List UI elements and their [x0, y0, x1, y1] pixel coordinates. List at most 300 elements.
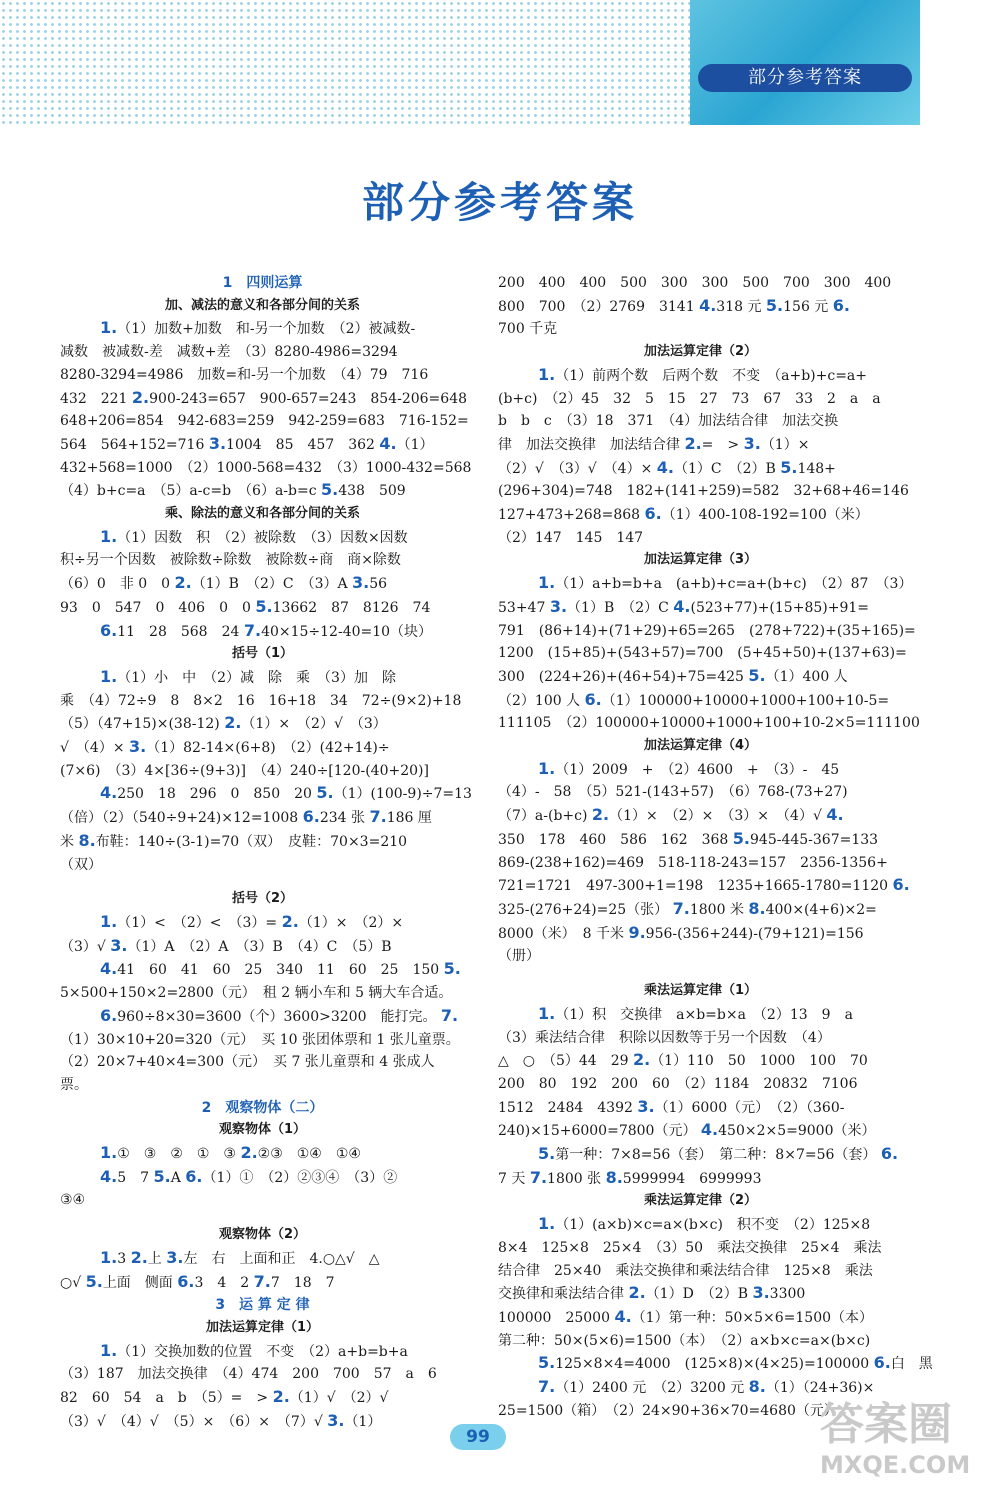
section-heading: 括号（1）: [231, 646, 294, 662]
answer-text: 3: [117, 1250, 131, 1267]
answer-line: [60, 982, 465, 1005]
answer-text: 25=1500（箱） （2）24×90+36×70=4680（元）: [498, 1402, 838, 1419]
question-number: 2.: [240, 1143, 258, 1163]
answer-text: 200 400 400 500 300 300 500 700 300 400: [498, 275, 892, 291]
answer-line: [60, 666, 465, 690]
question-number: 1.: [538, 1214, 556, 1234]
answer-text: （1）① （2）②③④ （3）②: [202, 1169, 398, 1186]
question-number: 7.: [369, 807, 387, 827]
page-title: 部分参考答案: [361, 178, 638, 227]
answer-text: 第一种：7×8=56（套） 第二种：8×7=56（套）: [555, 1147, 881, 1164]
answer-text: 186 厘: [386, 810, 432, 827]
question-number: 4.: [673, 596, 691, 616]
answer-text: 41 60 41 60 25 340 11 60 25 150: [117, 962, 444, 979]
header-banner: [690, 0, 920, 125]
answer-text: (b+c) （2）45 32 5 15 27 73 67 33 2 a a: [498, 390, 881, 407]
answer-line: [498, 318, 903, 341]
answer-text: 上: [147, 1250, 167, 1267]
answer-text: （3）√: [60, 938, 111, 955]
answer-text: √ （4）×: [60, 740, 130, 757]
question-number: 4.: [379, 433, 397, 453]
watermark-line1: 答案圈: [820, 1399, 952, 1450]
answer-text: 1512 2484 4392: [498, 1099, 638, 1116]
answer-line: [498, 1376, 903, 1400]
chapter-heading: 1 四则运算: [222, 275, 303, 291]
answer-line: [498, 388, 903, 411]
answer-text: （1）6000（元） （2）（360-: [654, 1099, 845, 1116]
answer-text: 米: [60, 833, 79, 850]
answer-text: 250 18 296 0 850 20: [117, 786, 317, 803]
answer-text: （1）小 中 （2）减 除 乘 （3）加 除: [117, 669, 396, 686]
answer-text: （4）- 58 （5）521-(143+57) （6）768-(73+27): [498, 784, 848, 801]
answer-line: [60, 911, 465, 935]
question-number: 2.: [272, 1387, 290, 1407]
question-number: 2.: [591, 805, 610, 825]
question-number: 6.: [185, 1166, 203, 1186]
answer-text: 5×500+150×2=2800（元） 租 2 辆小车和 5 辆大车合适。: [60, 985, 453, 1002]
answer-line: [498, 804, 903, 828]
answer-line: [498, 433, 903, 457]
answer-text: （1）100000+10000+1000+100+10-5=: [601, 692, 890, 709]
answer-text: 960÷8×30=3600（个）3600>3200 能打完。: [117, 1008, 441, 1025]
answer-line: [498, 1237, 903, 1260]
question-number: 2.: [628, 1283, 646, 1303]
question-number: 5.: [255, 596, 273, 616]
answer-line: [60, 1386, 465, 1410]
answer-text: 325-(276+24)=25（张）: [498, 901, 673, 918]
spacer: [60, 1212, 465, 1224]
answer-text: 869-(238+162)=469 518-118-243=157 2356-1356+: [498, 854, 888, 871]
answer-text: 40×15÷12-40=10（块）: [261, 623, 433, 640]
answer-text: 13662 87 8126 74: [272, 599, 431, 616]
section-heading: 乘、除法的意义和各部分间的关系: [164, 506, 360, 522]
question-number: 6.: [880, 1144, 899, 1164]
question-number: 1.: [100, 911, 118, 931]
question-number: 1.: [100, 666, 118, 686]
answer-line: [498, 712, 920, 735]
question-number: 3.: [637, 1096, 655, 1116]
answer-text: 1200 (15+85)+(543+57)=700 (5+45+50)+(137+63)=: [498, 645, 907, 662]
question-number: 5.: [316, 783, 334, 803]
answer-text: b b c （3）18 371 （4）加法结合律 加法交换: [498, 413, 839, 430]
answer-text: 450×2×5=9000（米）: [718, 1123, 876, 1140]
answer-line: [498, 1003, 903, 1027]
answer-text: （1）×: [760, 436, 810, 453]
answer-text: （5）（47+15)×(38-12): [60, 716, 225, 733]
question-number: 8.: [748, 898, 766, 918]
answer-text: （2）147 145 147: [498, 529, 644, 546]
answer-text: 800 700 （2）2769 3141: [498, 298, 700, 315]
answer-text: 700 千克: [498, 321, 558, 338]
answer-text: （1）D （2）B: [645, 1286, 753, 1303]
question-number: 8.: [78, 830, 96, 850]
answer-text: （1）× （2）× （3）× （4）√: [609, 808, 827, 825]
question-number: 7.: [538, 1377, 556, 1397]
answer-text: （1）C （2）B: [673, 460, 781, 477]
answer-text: 432 221: [60, 390, 132, 407]
section-heading: 加法运算定律（2）: [643, 344, 758, 360]
answer-text: 648+206=854 942-683=259 942-259=683 716-152=: [60, 413, 469, 430]
answer-line: [498, 1213, 903, 1237]
question-number: 6.: [892, 875, 910, 895]
question-number: 8.: [748, 1377, 766, 1397]
answer-text: （1）: [344, 1413, 382, 1430]
answer-text: 11 28 568 24: [117, 623, 244, 640]
question-number: 9.: [628, 922, 646, 942]
answer-text: 结合律 25×40 乘法交换律和乘法结合律 125×8 乘法: [498, 1262, 873, 1279]
question-number: 6.: [644, 504, 662, 524]
question-number: 1.: [100, 1247, 118, 1267]
answer-text: 93 0 547 0 406 0 0: [60, 599, 256, 616]
answer-line: [60, 572, 465, 596]
answer-line: [60, 387, 468, 411]
answer-line: [498, 295, 903, 319]
answer-line: [498, 1330, 903, 1353]
answer-text: 53+47: [498, 599, 550, 616]
answer-line: [498, 852, 903, 875]
answer-text: （2）20×7+40×4=300（元） 买 7 张儿童票和 4 张成人: [60, 1054, 435, 1071]
question-number: 1.: [538, 1003, 556, 1023]
answer-text: （1）交换加数的位置 不变 （2）a+b=b+a: [117, 1343, 408, 1360]
answer-line: [498, 1260, 903, 1283]
answer-line: [60, 1051, 465, 1074]
answer-line: [60, 1247, 465, 1271]
question-number: 6.: [584, 689, 602, 709]
answer-line: [498, 620, 916, 643]
answer-text: (523+77)+(15+85)+91=: [690, 599, 869, 616]
answer-line: [60, 457, 472, 480]
answer-text: （倍）（2）（540÷9+24)×12=1008: [60, 810, 303, 827]
answer-line: [498, 945, 903, 968]
answer-text: 布鞋：140÷(3-1)=70（双） 皮鞋：70×3=210: [95, 833, 408, 850]
answer-text: 564 564+152=716: [60, 436, 209, 453]
question-number: 4.: [100, 959, 118, 979]
answer-line: [60, 958, 465, 982]
answer-text: 1800 米: [689, 901, 749, 918]
question-number: 5.: [748, 665, 766, 685]
answer-text: 5999994 6999993: [622, 1170, 762, 1187]
answer-text: （册）: [498, 948, 540, 965]
section-heading: 加、减法的意义和各部分间的关系: [164, 297, 360, 313]
question-number: 7.: [672, 898, 690, 918]
question-number: 5.: [85, 1271, 103, 1291]
question-number: 3.: [743, 433, 761, 453]
answer-line: [60, 712, 465, 736]
answer-text: 56: [369, 576, 388, 593]
answer-line: [60, 549, 465, 572]
answer-line: [498, 922, 903, 946]
question-number: 5.: [538, 1144, 556, 1164]
question-number: 1.: [100, 526, 118, 546]
answer-text: （1）a+b=b+a (a+b)+c=a+(b+c) （2）87 （3）: [555, 576, 913, 593]
answer-text: 第二种：50×(5×6)=1500（本） （2）a×b×c=a×(b×c): [498, 1332, 871, 1349]
answer-line: [498, 1306, 903, 1330]
answer-text: A: [170, 1169, 186, 1186]
question-number: 5.: [765, 295, 784, 315]
question-number: 1.: [100, 1340, 118, 1360]
answer-line: [498, 898, 903, 922]
answer-text: 7 18 7: [270, 1274, 335, 1291]
header-tag: 部分参考答案: [698, 64, 912, 92]
question-number: 5.: [732, 828, 750, 848]
answer-text: 900-243=657 900-657=243 854-206=648: [149, 390, 468, 407]
answer-line: [60, 433, 465, 457]
answer-text: 8000（米） 8 千米: [498, 925, 629, 942]
answer-text: （4）b+c=a （5）a-c=b （6）a-b=c: [60, 483, 322, 500]
answer-text: 234 张: [319, 810, 370, 827]
answer-text: （1）（24+36)×: [765, 1380, 875, 1397]
answer-line: [60, 410, 469, 433]
question-number: 6.: [100, 1005, 118, 1025]
answer-line: [60, 782, 472, 806]
answer-text: （1）400-108-192=100（米）: [661, 507, 869, 524]
answer-text: 1800 张: [547, 1170, 606, 1187]
answer-line: [498, 781, 903, 804]
answer-line: [60, 620, 465, 644]
answer-text: 律 加法交换律 加法结合律: [498, 436, 685, 453]
answer-text: 125×8×4=4000 (125×8)×(4×25)=100000: [555, 1356, 874, 1373]
answer-line: [498, 1119, 903, 1143]
answer-text: （1）2400 元 （2）3200 元: [555, 1380, 749, 1397]
answer-line: [60, 690, 465, 713]
answer-text: （2）100 人: [498, 692, 585, 709]
question-number: 7.: [529, 1167, 548, 1187]
question-number: 2.: [632, 1050, 651, 1070]
answer-line: [60, 1363, 465, 1386]
section-heading: 乘法运算定律（1）: [643, 983, 758, 999]
answer-line: [498, 642, 907, 665]
answer-text: 100000 25000: [498, 1309, 615, 1326]
answer-text: （3）187 加法交换律 （4）474 200 700 57 a 6: [60, 1366, 437, 1383]
answer-line: [60, 526, 465, 550]
question-number: 6.: [302, 807, 320, 827]
section-heading: 加法运算定律（4）: [643, 738, 758, 754]
question-number: 2.: [174, 573, 192, 593]
answer-text: 上面 侧面: [102, 1274, 178, 1291]
question-number: 1.: [538, 758, 556, 778]
answer-line: [498, 665, 903, 689]
answer-line: [498, 1143, 903, 1167]
answer-line: [498, 1282, 903, 1306]
answer-line: [60, 1074, 465, 1097]
answer-text: 乘 （4）72÷9 8 8×2 16 16+18 34 72÷(9×2)+18: [60, 692, 462, 709]
answer-text: （1）: [396, 436, 434, 453]
left-answer-column: [60, 272, 472, 1433]
answer-line: [498, 527, 903, 550]
answer-text: （1）(a×b)×c=a×(b×c) 积不变 （2）125×8: [555, 1217, 871, 1234]
answer-text: ① ③ ② ① ③: [117, 1146, 241, 1163]
answer-text: ③④: [60, 1192, 86, 1209]
answer-text: ○√: [60, 1274, 86, 1291]
answer-text: (296+304)=748 182+(141+259)=582 32+68+46=146: [498, 483, 909, 500]
answer-text: 956-(356+244)-(79+121)=156: [645, 925, 864, 942]
question-number: 8.: [605, 1167, 623, 1187]
question-number: 3.: [129, 737, 147, 757]
page-number: 99: [450, 1424, 506, 1450]
answer-text: 200 80 192 200 60 （2）1184 20832 7106: [498, 1075, 858, 1092]
answer-text: 111105 （2）100000+10000+1000+100+10-2×5=111100: [498, 715, 920, 732]
question-number: 3.: [752, 1283, 770, 1303]
question-number: 6.: [100, 620, 118, 640]
watermark-logo: [820, 1400, 990, 1485]
question-number: 4.: [100, 1166, 118, 1186]
question-number: 6.: [177, 1271, 195, 1291]
question-number: 3.: [110, 935, 128, 955]
answer-text: 3300: [769, 1286, 806, 1303]
answer-text: （1）前两个数 后两个数 不变 （a+b)+c=a+: [555, 367, 868, 384]
answer-line: [60, 1340, 465, 1364]
answer-line: [498, 480, 909, 503]
answer-line: [60, 854, 465, 877]
answer-text: （1）B （2）C （3）A: [191, 576, 353, 593]
answer-text: （2）√ （3）√ （4）×: [498, 460, 657, 477]
question-number: 4.: [826, 805, 844, 825]
answer-text: 票。: [60, 1076, 88, 1093]
answer-line: [60, 364, 465, 387]
section-heading: 括号（2）: [231, 891, 294, 907]
answer-text: 945-445-367=133: [750, 831, 879, 848]
section-heading: 观察物体（1）: [218, 1122, 307, 1138]
answer-text: 减数 被减数-差 减数+差 （3）8280-4986=3294: [60, 344, 398, 361]
answer-line: [498, 1352, 933, 1376]
answer-line: [60, 806, 465, 830]
answer-line: [60, 317, 465, 341]
answer-line: [498, 1049, 903, 1073]
answer-text: （1）400 人: [765, 668, 848, 685]
answer-text: △ ○ （5）44 29: [498, 1053, 633, 1070]
section-heading: 加法运算定律（1）: [205, 1319, 320, 1335]
question-number: 5.: [538, 1353, 556, 1373]
answer-text: 白 黑: [890, 1356, 933, 1373]
answer-line: [498, 689, 903, 713]
answer-line: [498, 503, 903, 527]
question-number: 6.: [832, 295, 850, 315]
answer-text: = >: [701, 436, 744, 453]
answer-text: 318 元: [716, 298, 766, 315]
question-number: 1.: [538, 573, 556, 593]
answer-line: [60, 1142, 465, 1166]
answer-line: [60, 341, 465, 364]
answer-line: [60, 935, 465, 959]
question-number: 4.: [656, 457, 674, 477]
answer-text: 交换律和乘法结合律: [498, 1286, 629, 1303]
answer-line: [498, 364, 903, 388]
question-number: 3.: [549, 596, 568, 616]
answer-text: 左 右 上面和正 4.○△√ △: [183, 1250, 380, 1267]
answer-text: 438 509: [338, 483, 406, 500]
question-number: 5.: [153, 1166, 171, 1186]
right-answer-column: [498, 272, 933, 1422]
answer-line: [60, 830, 465, 854]
dot-pattern-decoration: [0, 0, 690, 125]
answer-text: 积÷另一个因数 被除数÷除数 被除数÷商 商×除数: [60, 552, 401, 569]
answer-text: （1）110 50 1000 100 70: [650, 1053, 868, 1070]
answer-text: 127+473+268=868: [498, 507, 645, 524]
question-number: 5.: [321, 480, 339, 500]
answer-line: [498, 410, 903, 433]
answer-text: 82 60 54 a b （5）= >: [60, 1390, 273, 1407]
question-number: 1.: [100, 1143, 118, 1163]
answer-text: （3）√ （4）√ （5）× （6）× （7）√: [60, 1413, 328, 1430]
section-heading: 加法运算定律（3）: [643, 552, 758, 568]
answer-line: [498, 457, 903, 481]
chapter-heading: 3 运 算 定 律: [215, 1297, 310, 1314]
answer-line: [60, 1166, 465, 1190]
answer-text: 240)×15+6000=7800（元）: [498, 1123, 701, 1140]
answer-text: 3 4 2: [194, 1274, 254, 1291]
spacer: [60, 876, 465, 888]
answer-text: 350 178 460 586 162 368: [498, 831, 733, 848]
answer-text: 148+: [797, 460, 836, 477]
question-number: 7.: [440, 1005, 459, 1025]
answer-text: （7）a-(b+c): [498, 808, 592, 825]
answer-line: [498, 874, 910, 898]
question-number: 3.: [208, 433, 227, 453]
question-number: 3.: [166, 1247, 184, 1267]
answer-text: （1）A （2）A （3）B （4）C （5）B: [127, 938, 392, 955]
answer-text: 7 天: [498, 1170, 530, 1187]
answer-line: [60, 736, 465, 760]
answer-text: 1004 85 457 362: [226, 436, 380, 453]
chapter-heading: 2 观察物体（二）: [201, 1099, 324, 1116]
answer-line: [60, 479, 465, 503]
question-number: 4.: [100, 783, 118, 803]
answer-text: 8280-3294=4986 加数=和-另一个加数 （4）79 716: [60, 366, 429, 383]
question-number: 2.: [131, 387, 150, 407]
answer-text: （1）30×10+20=320（元） 买 10 张团体票和 1 张儿童票。: [60, 1031, 460, 1048]
answer-text: （1）< （2）< （3）=: [117, 914, 282, 931]
answer-text: （3）乘法结合律 积除以因数等于另一个因数 （4）: [498, 1029, 831, 1046]
question-number: 6.: [873, 1353, 891, 1373]
answer-line: [498, 272, 903, 295]
answer-line: [60, 760, 465, 783]
section-heading: 乘法运算定律（2）: [643, 1193, 758, 1209]
section-heading: 观察物体（2）: [218, 1227, 307, 1243]
answer-text: （1）× （2）×: [298, 914, 404, 931]
question-number: 3.: [352, 573, 370, 593]
answer-line: [60, 1410, 465, 1434]
answer-line: [498, 828, 903, 852]
answer-text: 300 (224+26)+(46+54)+75=425: [498, 668, 749, 685]
answer-text: （6）0 非 0 0: [60, 576, 175, 593]
answer-line: [60, 1271, 465, 1295]
question-number: 3.: [327, 1410, 345, 1430]
question-number: 4.: [699, 295, 717, 315]
answer-text: 156 元: [783, 298, 833, 315]
answer-text: （1）第一种：50×5×6=1500（本）: [631, 1309, 874, 1326]
answer-line: [60, 1029, 465, 1052]
question-number: 2.: [224, 713, 242, 733]
answer-line: [498, 1073, 903, 1096]
answer-line: [60, 1189, 465, 1212]
question-number: 2.: [281, 911, 299, 931]
answer-line: [60, 1005, 465, 1029]
question-number: 4.: [614, 1306, 632, 1326]
answer-text: (7×6) （3）4×[36÷(9+3)] （4）240÷[120-(40+20)]: [60, 762, 429, 779]
answer-text: （1）2009 + （2）4600 + （3）- 45: [555, 761, 840, 778]
answer-text: （1）× （2）√ （3）: [241, 716, 387, 733]
answer-text: 432+568=1000 （2）1000-568=432 （3）1000-432=568: [60, 459, 472, 476]
spacer: [498, 968, 903, 980]
answer-text: 400×(4+6)×2=: [765, 901, 877, 918]
question-number: 1.: [100, 318, 118, 338]
answer-text: （1）√ （2）√: [289, 1390, 389, 1407]
answer-text: 721=1721 497-300+1=198 1235+1665-1780=1120: [498, 878, 893, 895]
question-number: 2.: [130, 1247, 148, 1267]
question-number: 7.: [243, 620, 262, 640]
answer-line: [60, 596, 465, 620]
answer-text: （1）(100-9)÷7=13: [333, 786, 472, 803]
